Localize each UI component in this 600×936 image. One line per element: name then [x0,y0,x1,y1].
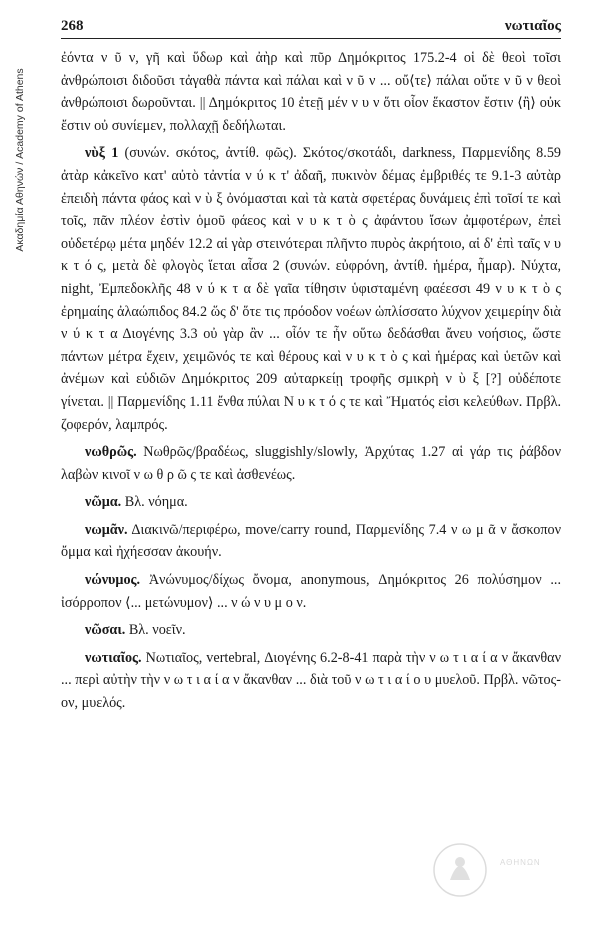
page [61,18,561,715]
entry-headword: νώνυμος. [85,572,141,589]
header-rule [61,38,561,39]
entry-text: ἐόντα ν ῦ ν, γῆ καὶ ὕδωρ καὶ ἀὴρ καὶ πῦρ Δημόκριτος 175.2-4 οἱ δὲ θεοὶ τοῖσι ἀνθρώποισι διδοῦσι τἀγαθὰ πάντα καὶ πάλαι καὶ ν ῦ ν ... οὔ⟨τε⟩ πάλαι οὔτε ν ῦ ν θεοὶ ἀνθρώποισι δωροῦνται. || Δημόκριτος 10 ἐτεῇ μέν ν υ ν ὅτι οἷον ἕκαστον ἔστιν ⟨ἢ⟩ οὐκ ἔστιν οὐ συνίεμεν, πολλαχῇ δεδήλωται. [61,50,561,134]
entry-text: Ἀνώνυμος/δίχως ὄνομα, anonymous, Δημόκριτος 26 πολύσημον ... ἰσόρροπον ⟨... μετώνυμον⟩ ... ν ώ ν υ μ ο ν. [61,572,561,611]
entry-text: Νωθρῶς/βραδέως, sluggishly/slowly, Ἀρχύτας 1.27 αἱ γάρ τις ῥάβδον λαβὼν κινοῖ ν ω θ ρ ῶ ς τε καὶ ἀσθενέως. [61,444,561,483]
entry-text: Νωτιαῖος, vertebral, Διογένης 6.2-8-41 παρὰ τὴν ν ω τ ι α ί α ν ἄκανθαν ... περὶ αὐτὴν τὴν ν ω τ ι α ί α ν ἄκανθαν ... διὰ τοῦ ν ω τ ι α ί ο υ μυελοῦ. Πρβλ. νῶτος-ον, μυελός. [61,649,561,712]
entry-notiaios [61,647,561,715]
academy-side-label: Ακαδημία Αθηνών / Academy of Athens [14,68,26,252]
entry-nonymos [61,569,561,614]
entry-text: Βλ. νόημα. [124,494,188,511]
page-header [61,18,561,38]
entry-nyx [61,142,561,436]
entry-text: Βλ. νοεῖν. [128,622,186,639]
entry-headword: νωθρῶς. [85,444,137,461]
entry-headword: νωμᾶν. [85,521,128,538]
entry-nothros [61,441,561,486]
entry-headword: νὺξ 1 [85,145,119,162]
entry-noma [61,491,561,514]
page-number: 268 [61,18,84,34]
entry-continuation [61,47,561,137]
entry-text: Διακινῶ/περιφέρω, move/carry round, Παρμενίδης 7.4 ν ω μ ᾶ ν ἄσκοπον ὄμμα καὶ ἠχήεσσαν ἀκουήν. [61,521,562,561]
watermark [430,840,560,900]
academy-seal-icon [430,840,490,900]
dictionary-body [61,47,561,715]
entry-noman [61,519,561,564]
watermark-text: ΑΘΗΝΩΝ [500,858,541,867]
entry-headword: νῶμα. [85,494,122,511]
entry-headword: νωτιαῖος. [85,649,142,666]
entry-text: (συνών. σκότος, ἀντίθ. φῶς). Σκότος/σκοτάδι, darkness, Παρμενίδης 8.59 ἀτὰρ κἀκεῖνο κατ' αὐτὸ τἀντία ν ύ κ τ' ἀδαῆ, πυκινὸν δέμας ἐμβριθές τε 9.1-3 αὐτὰρ ἐπειδὴ πάντα φάος καὶ ν ὺ ξ ὀνόμασται καὶ τὰ κατὰ σφετέρας δυνάμεις ἐπὶ τοῖσί τε καὶ τοῖς, πᾶν πλέον ἐστὶν ὁμοῦ φάεος καὶ ν υ κ τ ὸ ς ἀφάντου ἴσων ἀμφοτέρων, ἐπεὶ οὐδετέρῳ μέτα μηδέν 12.2 αἱ γὰρ στεινότεραι πλῆντο πυρὸς ἀκρήτοιο, αἱ δ' ἐπὶ ταῖς ν υ κ τ ό ς, μετὰ δὲ φλογὸς ἵεται αἶσα 2 (συνών. εὐφρόνη, ἀντίθ. ἡμέρα, ἦμαρ). Νύχτα, night, Ἐμπεδοκλῆς 48 ν ύ κ τ α δὲ γαῖα τίθησιν ὑφισταμένη φαέεσσι 49 ν υ κ τ ὸ ς ἐρημαίης ἀλαώπιδος 84.2 ὥς δ' ὅτε τις πρόοδον νοέων ὡπλίσσατο λύχνον χειμερίην διὰ ν ύ κ τ α Διογένης 3.3 οὐ γὰρ ἂν ... οἷόν τε ἦν οὕτω δεδάσθαι ἄνευ νοήσιος, ὥστε πάντων μέτρα ἔχειν, χειμῶνός τε καὶ θέρους καὶ ν υ κ τ ὸ ς καὶ ἡμέρας καὶ ὑετῶν καὶ ἀνέμων καὶ εὐδιῶν Δημόκριτος 209 αὐταρκείῃ τροφῆς σμικρὴ ν ὺ ξ [?] οὐδέποτε γίνεται. || Παρμενίδης 1.11 ἔνθα πύλαι Ν υ κ τ ό ς τε καὶ Ἤματός εἰσι κελεύθων. Πρβλ. ζοφερόν, λαμπρός. [61,145,561,433]
running-head: νωτιαῖος [504,18,561,34]
side-label [0,0,40,936]
entry-nosai [61,619,561,642]
entry-headword: νῶσαι. [85,622,126,639]
